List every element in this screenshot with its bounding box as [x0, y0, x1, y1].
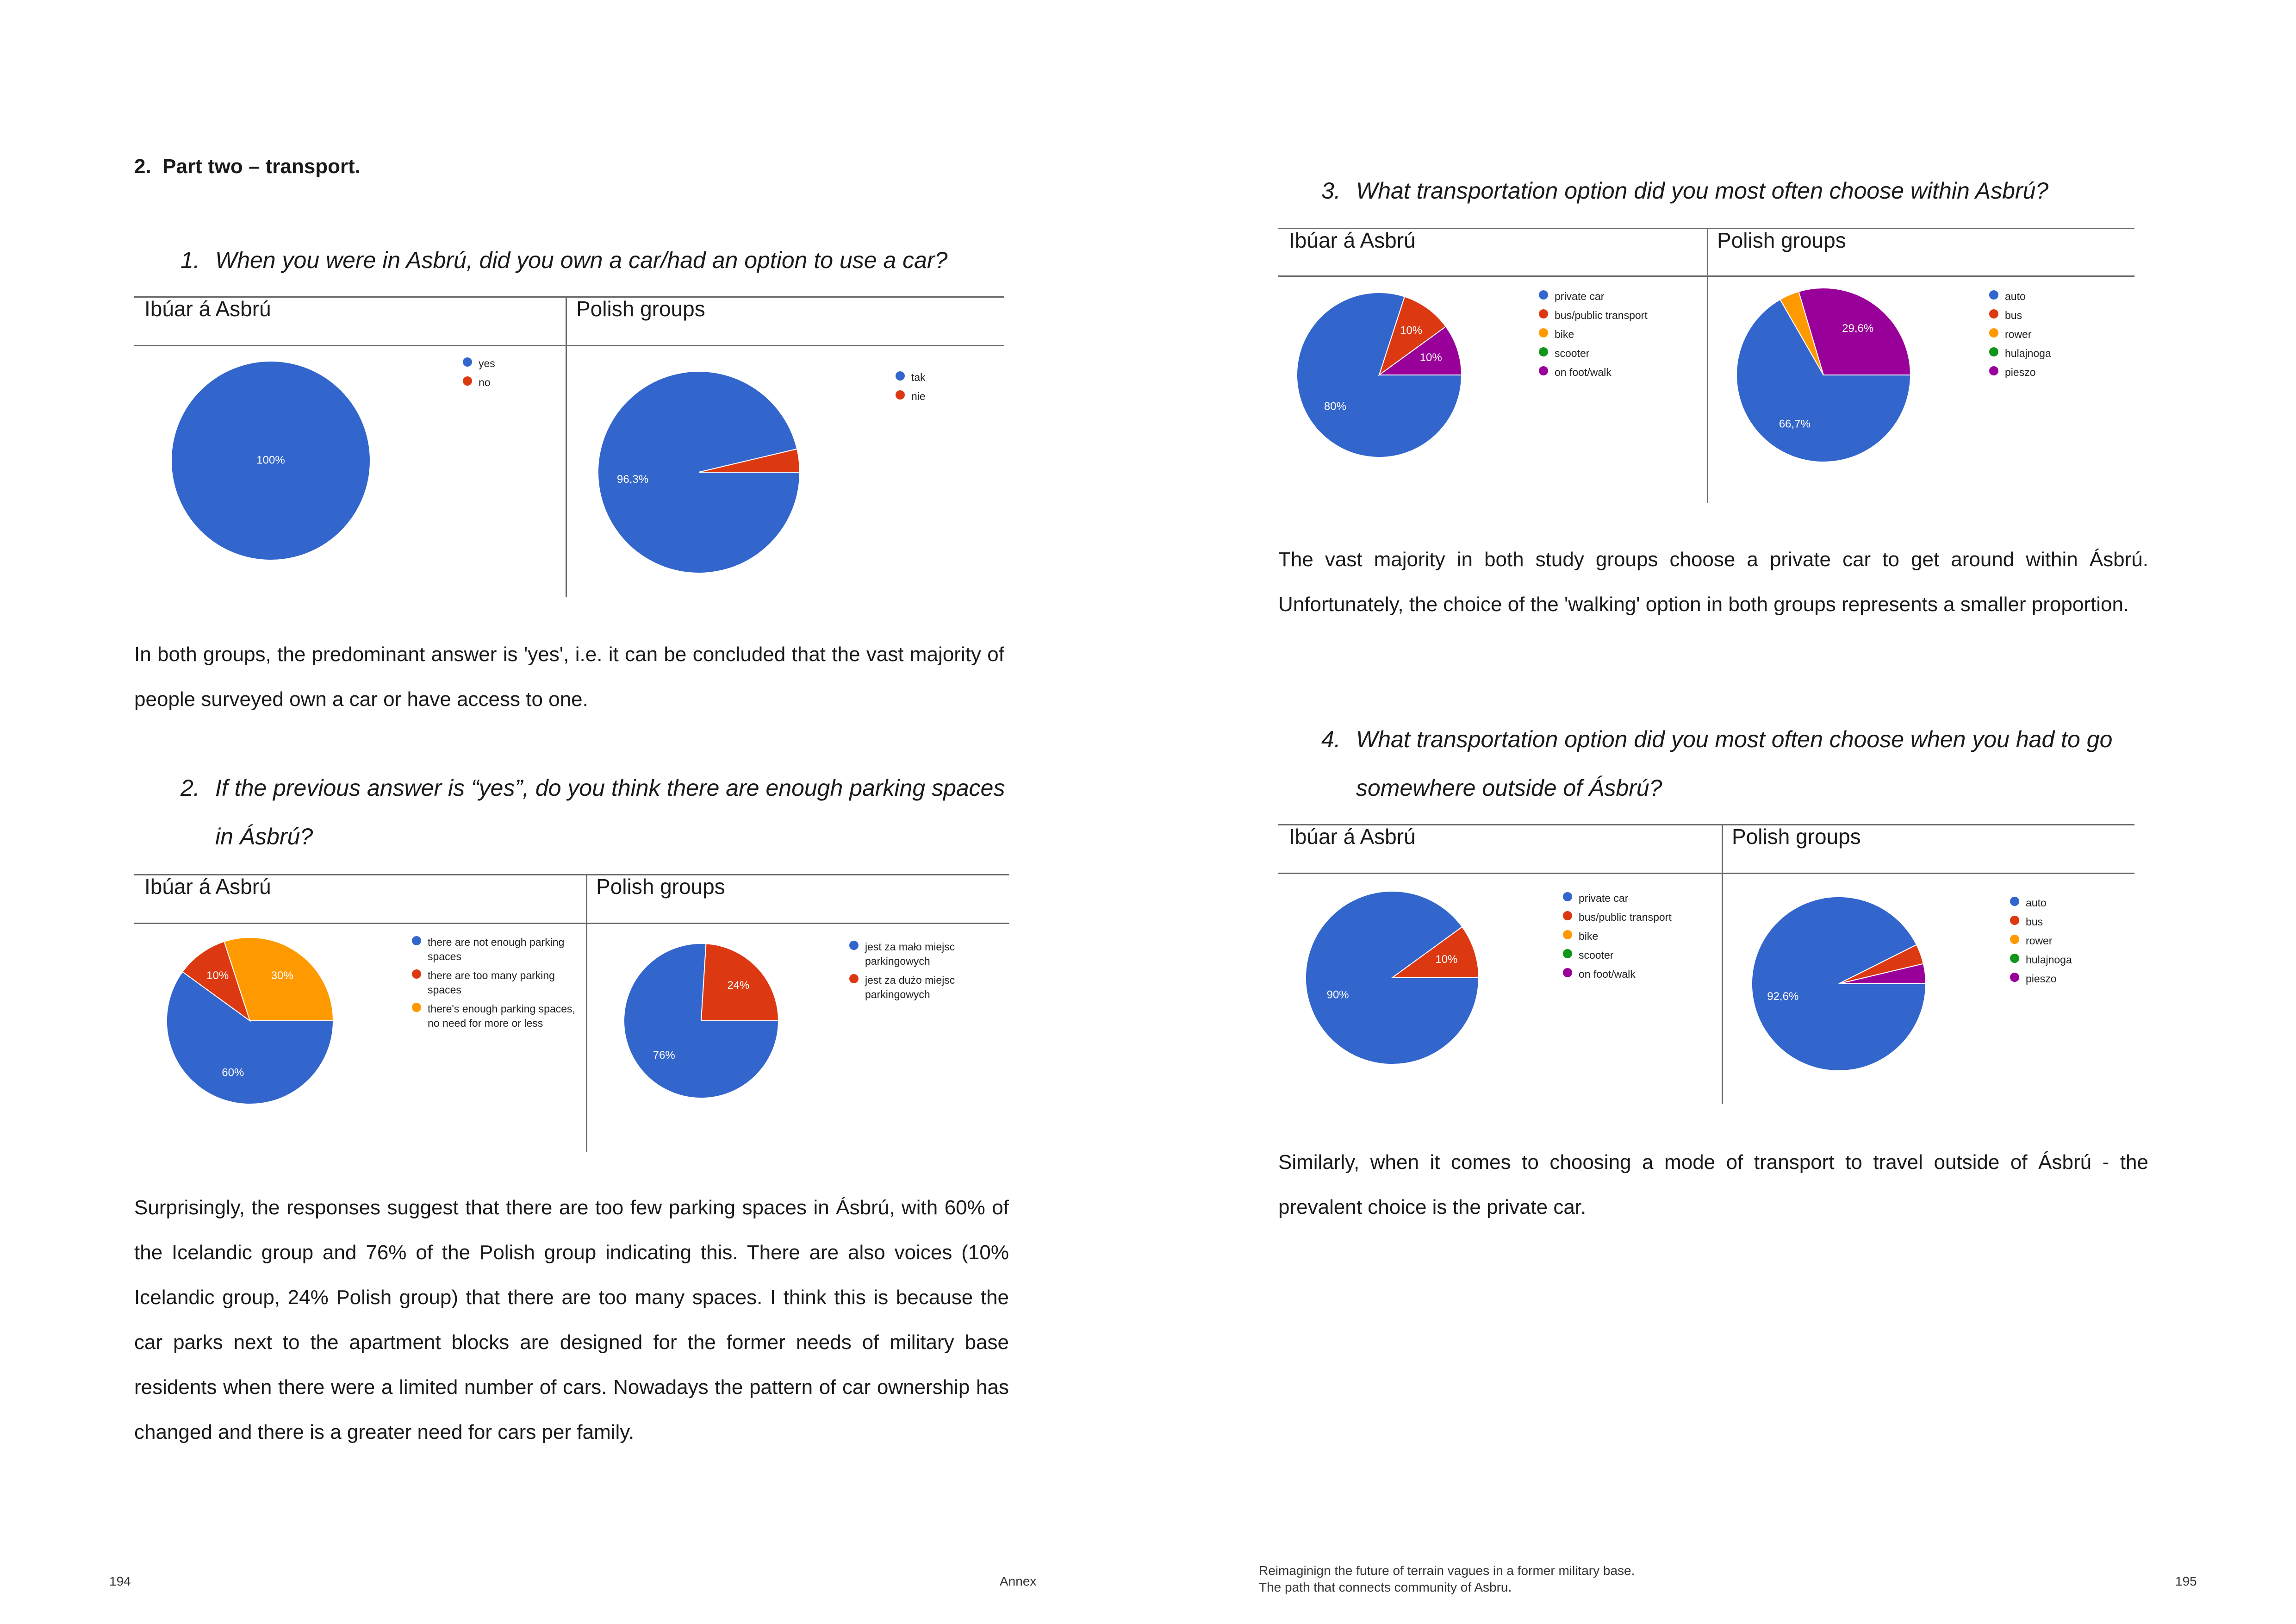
legend-swatch	[2010, 897, 2019, 906]
legend-item-bus	[1989, 308, 2109, 323]
legend-swatch	[1989, 290, 1998, 300]
legend-q3-iceland	[1539, 289, 1696, 384]
legend-swatch	[849, 974, 859, 983]
question-3-number: 3.	[1321, 178, 1341, 204]
legend-label: rower	[2005, 328, 2032, 340]
legend-label: nie	[911, 390, 926, 402]
pie-label-there-are-not-enough-parking-spaces: 60%	[222, 1066, 244, 1079]
legend-item-on-foot-walk	[1563, 967, 1720, 981]
q3-col-polish: Polish groups	[1717, 228, 1846, 252]
q1-col-polish: Polish groups	[576, 297, 705, 321]
legend-item-there-are-not-enough-parking-spaces	[412, 935, 579, 964]
footer-caption	[1259, 1562, 1635, 1596]
legend-label: there are not enough parking spaces	[428, 936, 565, 962]
question-3	[1321, 167, 2201, 215]
pie-label-auto: 66,7%	[1779, 418, 1811, 431]
pie-label-jest-za-ma-o-miejsc-parkingowych: 76%	[653, 1049, 675, 1062]
legend-item-scooter	[1539, 346, 1696, 361]
legend-label: private car	[1579, 892, 1629, 904]
legend-label: rower	[2026, 935, 2053, 947]
pie-label-private-car: 90%	[1326, 988, 1349, 1001]
legend-label: there are too many parking spaces	[428, 969, 555, 996]
legend-swatch	[2010, 916, 2019, 925]
legend-swatch	[1989, 328, 1998, 337]
legend-label: yes	[479, 357, 495, 369]
legend-label: jest za dużo miejsc parkingowych	[865, 974, 955, 1000]
paragraph-q2: Surprisingly, the responses suggest that there are too few parking spaces in Ásbrú, with 60% of the Icelandic group and 76% of the Polish group indicating this. There are also voices (10% Icelandic group, 24% Polish group) that there are too many spaces. I think this is because the car parks next to the apartment blocks are designed for the former needs of military base residents when there were a limited number of cars. Nowadays the pattern of car ownership has changed and there is a greater need for cars per family.	[134, 1196, 1009, 1443]
table-column-divider	[1707, 228, 1708, 503]
legend-label: on foot/walk	[1555, 366, 1612, 378]
question-4-text-line2: somewhere outside of Ásbrú?	[1356, 775, 1662, 801]
pie-label-yes: 100%	[256, 454, 285, 467]
legend-item-jest-za-du-o-miejsc-parkingowych	[849, 973, 997, 1002]
legend-label: bus	[2005, 309, 2022, 321]
pie-label-private-car: 80%	[1324, 400, 1346, 413]
legend-swatch	[1563, 911, 1572, 920]
legend-q4-iceland	[1563, 891, 1720, 986]
legend-label: bike	[1555, 328, 1574, 340]
question-4-number: 4.	[1321, 726, 1341, 752]
paragraph-q1: In both groups, the predominant answer is 'yes', i.e. it can be concluded that the vast majority of people surveyed own a car or have access to one.	[134, 643, 1004, 711]
paragraph-q3: The vast majority in both study groups choose a private car to get around within Ásbrú. Unfortunately, the choice of the 'walking' option in both groups represents a smaller proportion.	[1278, 548, 2148, 616]
table-column-divider	[566, 296, 567, 597]
legend-item-hulajnoga	[1989, 346, 2109, 361]
legend-swatch	[896, 390, 905, 400]
chart-q4-polish	[1747, 891, 1932, 1076]
q1-col-iceland: Ibúar á Asbrú	[144, 297, 271, 321]
table-header-line	[134, 345, 1004, 346]
question-3-text: What transportation option did you most often choose within Asbrú?	[1356, 178, 2049, 204]
pie-label-there-are-too-many-parking-spaces: 10%	[206, 969, 229, 982]
q2-col-polish: Polish groups	[596, 874, 725, 899]
chart-q4-iceland	[1300, 889, 1486, 1074]
legend-item-bus	[2010, 915, 2130, 929]
question-1-text: When you were in Asbrú, did you own a car/had an option to use a car?	[215, 247, 948, 273]
table-header-line	[134, 923, 1009, 924]
legend-q2-iceland	[412, 935, 579, 1035]
legend-item-nie	[896, 389, 988, 404]
question-2-text-line2: in Ásbrú?	[215, 824, 313, 849]
legend-swatch	[2010, 954, 2019, 963]
question-1-number: 1.	[180, 247, 200, 273]
legend-item-on-foot-walk	[1539, 365, 1696, 380]
legend-swatch	[412, 1003, 421, 1012]
legend-item-auto	[1989, 289, 2109, 304]
footer-section-label: Annex	[1000, 1574, 1037, 1588]
pie-label-tak: 96,3%	[617, 473, 649, 486]
legend-label: bus	[2026, 916, 2043, 928]
section-title: 2. Part two – transport.	[134, 155, 361, 178]
legend-swatch	[1539, 347, 1548, 356]
legend-swatch	[896, 371, 905, 381]
legend-swatch	[1539, 309, 1548, 319]
legend-label: scooter	[1555, 347, 1590, 359]
legend-item-bus-public-transport	[1539, 308, 1696, 323]
legend-swatch	[1989, 347, 1998, 356]
table-header-line	[1278, 275, 2134, 277]
question-4	[1321, 715, 2201, 812]
page-number-right: 195	[2175, 1574, 2197, 1588]
legend-swatch	[412, 936, 421, 945]
legend-q2-polish	[849, 940, 997, 1006]
legend-swatch	[1989, 309, 1998, 319]
legend-swatch	[412, 969, 421, 979]
legend-swatch	[1539, 290, 1548, 300]
legend-label: tak	[911, 371, 926, 383]
table-column-divider	[1722, 824, 1723, 1104]
legend-label: auto	[2005, 290, 2026, 302]
question-1	[180, 236, 1037, 285]
footer-caption-line1: Reimaginign the future of terrain vagues in a former military base.	[1259, 1563, 1635, 1578]
legend-item-bike	[1539, 327, 1696, 342]
chart-q1-polish	[592, 368, 805, 581]
legend-label: hulajnoga	[2005, 347, 2051, 359]
legend-q3-polish	[1989, 289, 2109, 384]
legend-item-rower	[2010, 934, 2130, 948]
legend-swatch	[463, 357, 472, 367]
legend-q4-polish	[2010, 896, 2130, 991]
legend-swatch	[2010, 973, 2019, 982]
question-4-text-line1: What transportation option did you most often choose when you had to go	[1356, 726, 2113, 752]
legend-item-auto	[2010, 896, 2130, 910]
q3-col-iceland: Ibúar á Asbrú	[1289, 228, 1416, 252]
q4-col-polish: Polish groups	[1732, 824, 1861, 849]
legend-label: on foot/walk	[1579, 968, 1636, 980]
pie-label-there-s-enough-parking-spaces-no-need-for-more-or-less: 30%	[271, 969, 293, 982]
table-header-line	[1278, 873, 2134, 874]
legend-label: hulajnoga	[2026, 954, 2072, 966]
legend-label: pieszo	[2005, 366, 2036, 378]
legend-item-bus-public-transport	[1563, 910, 1720, 924]
chart-q1-iceland	[167, 356, 375, 565]
legend-item-there-are-too-many-parking-spaces	[412, 968, 579, 997]
pie-label-auto: 92,6%	[1767, 990, 1799, 1003]
legend-label: pieszo	[2026, 973, 2057, 985]
legend-item-private-car	[1539, 289, 1696, 304]
legend-swatch	[1989, 366, 1998, 375]
legend-swatch	[1563, 892, 1572, 901]
question-2-text-line1: If the previous answer is “yes”, do you think there are enough parking spaces	[215, 775, 1005, 801]
chart-q2-polish	[618, 937, 784, 1104]
legend-item-tak	[896, 370, 988, 385]
chart-q3-iceland	[1294, 287, 1469, 463]
legend-label: bus/public transport	[1579, 911, 1672, 923]
footer-caption-line2: The path that connects community of Asbru.	[1259, 1580, 1512, 1594]
chart-q2-iceland	[164, 933, 340, 1109]
pie-label-bus-public-transport: 10%	[1435, 953, 1458, 966]
legend-swatch	[1539, 366, 1548, 375]
legend-swatch	[2010, 935, 2019, 944]
legend-label: jest za mało miejsc parkingowych	[865, 941, 955, 967]
legend-swatch	[1563, 949, 1572, 958]
legend-item-pieszo	[2010, 972, 2130, 986]
legend-q1-iceland	[463, 356, 555, 394]
legend-label: no	[479, 376, 491, 388]
legend-swatch	[1539, 328, 1548, 337]
q4-col-iceland: Ibúar á Asbrú	[1289, 824, 1416, 849]
legend-label: bike	[1579, 930, 1599, 942]
legend-item-there-s-enough-parking-spaces-no-need-for-more-or-less	[412, 1002, 579, 1031]
legend-label: scooter	[1579, 949, 1614, 961]
legend-item-yes	[463, 356, 555, 371]
legend-item-hulajnoga	[2010, 953, 2130, 967]
legend-label: auto	[2026, 897, 2047, 909]
legend-item-no	[463, 375, 555, 390]
legend-item-jest-za-ma-o-miejsc-parkingowych	[849, 940, 997, 968]
question-2	[180, 764, 1055, 861]
legend-swatch	[1563, 930, 1572, 939]
legend-item-scooter	[1563, 948, 1720, 962]
question-2-number: 2.	[180, 775, 200, 801]
paragraph-q4: Similarly, when it comes to choosing a mode of transport to travel outside of Ásbrú - the prevalent choice is the private car.	[1278, 1151, 2148, 1218]
q2-col-iceland: Ibúar á Asbrú	[144, 874, 271, 899]
legend-swatch	[849, 941, 859, 950]
legend-item-private-car	[1563, 891, 1720, 906]
pie-label-jest-za-du-o-miejsc-parkingowych: 24%	[727, 979, 750, 992]
legend-swatch	[1563, 968, 1572, 977]
legend-item-pieszo	[1989, 365, 2109, 380]
pie-label-on-foot-walk: 10%	[1419, 351, 1442, 364]
legend-label: there's enough parking spaces, no need for more or less	[428, 1003, 575, 1029]
legend-q1-polish	[896, 370, 988, 408]
pie-label-pieszo: 29,6%	[1842, 322, 1874, 335]
legend-item-bike	[1563, 929, 1720, 943]
legend-label: private car	[1555, 290, 1605, 302]
legend-item-rower	[1989, 327, 2109, 342]
pie-label-bus-public-transport: 10%	[1400, 324, 1423, 337]
legend-label: bus/public transport	[1555, 309, 1648, 321]
table-column-divider	[586, 874, 587, 1152]
legend-swatch	[463, 376, 472, 386]
chart-q3-polish	[1731, 287, 1916, 472]
page-number-left: 194	[109, 1574, 131, 1588]
